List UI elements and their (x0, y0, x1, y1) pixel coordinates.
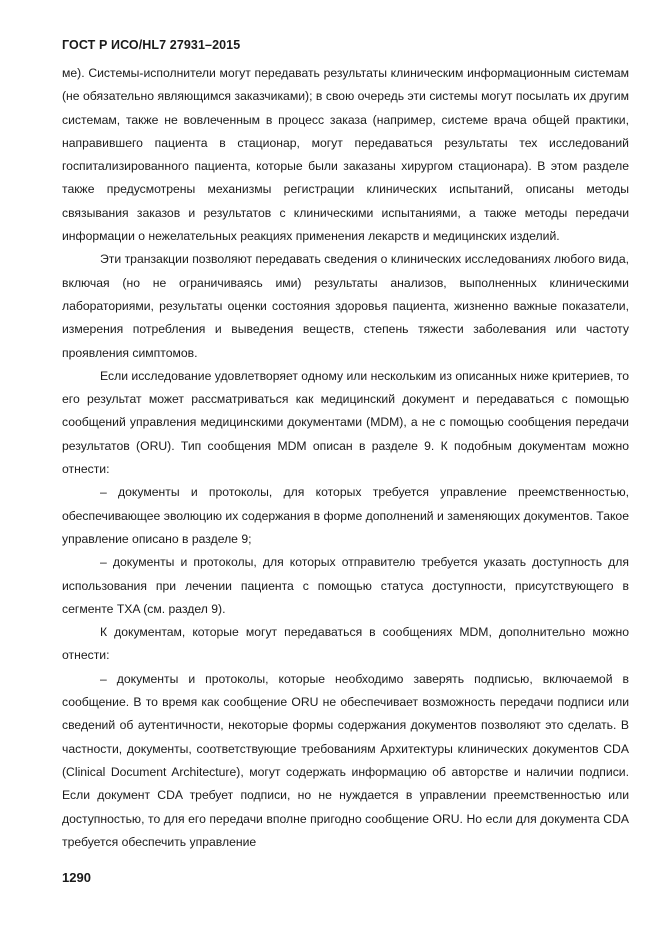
paragraph-mdm-additional: К документам, которые могут передаваться в сообщениях MDM, дополнительно можно отнести: (62, 625, 629, 663)
paragraph-continuation: ме). Системы-исполнители могут передавать результаты клиническим информационным системам (не обязательно являющимся заказчиками); в свою очередь эти системы могут посылать их другим системам, также не вовлеченным в процесс заказа (например, системе врача общей практики, направившего пациента в стационар, могут передаваться результаты тех исследований госпитализированного пациента, которые были заказаны хирургом стационара). В этом разделе также предусмотрены механизмы регистрации клинических испытаний, описаны методы связывания заказов и результатов с клиническими испытаниями, а также методы передачи информации о нежелательных реакциях применения лекарств и медицинских изделий. (62, 66, 629, 244)
document-body (62, 62, 629, 854)
list-item-signature: – документы и протоколы, которые необходимо заверять подписью, включаемой в сообщение. В то время как сообщение ORU не обеспечивает возможность передачи подписи или сведений об аутентичности, некоторые формы содержания документов позволяют это сделать. В частности, документы, соответствующие требованиям Архитектуры клинических документов CDA (Clinical Document Architecture), могут содержать информацию об авторстве и наличии подписи. Если документ CDA требует подписи, но не нуждается в управлении преемственностью или доступностью, то для его передачи вполне пригодно сообщение ORU. Но если для документа CDA требуется обеспечить управление (62, 671, 629, 849)
paragraph-criteria: Если исследование удовлетворяет одному или нескольким из описанных ниже критериев, то его результат может рассматриваться как медицинский документ и передаваться с помощью сообщений управления медицинскими документами (MDM), а не с помощью сообщения передачи результатов (ORU). Тип сообщения MDM описан в разделе 9. К подобным документам можно отнести: (62, 368, 629, 477)
list-item-availability: – документы и протоколы, для которых отправителю требуется указать доступность для использования при лечении пациента с помощью статуса доступности, присутствующего в сегменте TXA (см. раздел 9). (62, 555, 629, 616)
list-item-continuity: – документы и протоколы, для которых требуется управление преемственностью, обеспечивающее эволюцию их содержания в форме дополнений и заменяющих документов. Такое управление описано в разделе 9; (62, 485, 629, 546)
page-number: 1290 (62, 870, 91, 885)
paragraph-transactions: Эти транзакции позволяют передавать сведения о клинических исследованиях любого вида, включая (но не ограничиваясь ими) результаты анализов, выполненных клиническими лабораториями, результаты оценки состояния здоровья пациента, жизненно важные показатели, измерения потребления и выведения веществ, степень тяжести заболевания или частоту проявления симптомов. (62, 252, 629, 360)
document-header: ГОСТ Р ИСО/HL7 27931–2015 (62, 38, 241, 52)
